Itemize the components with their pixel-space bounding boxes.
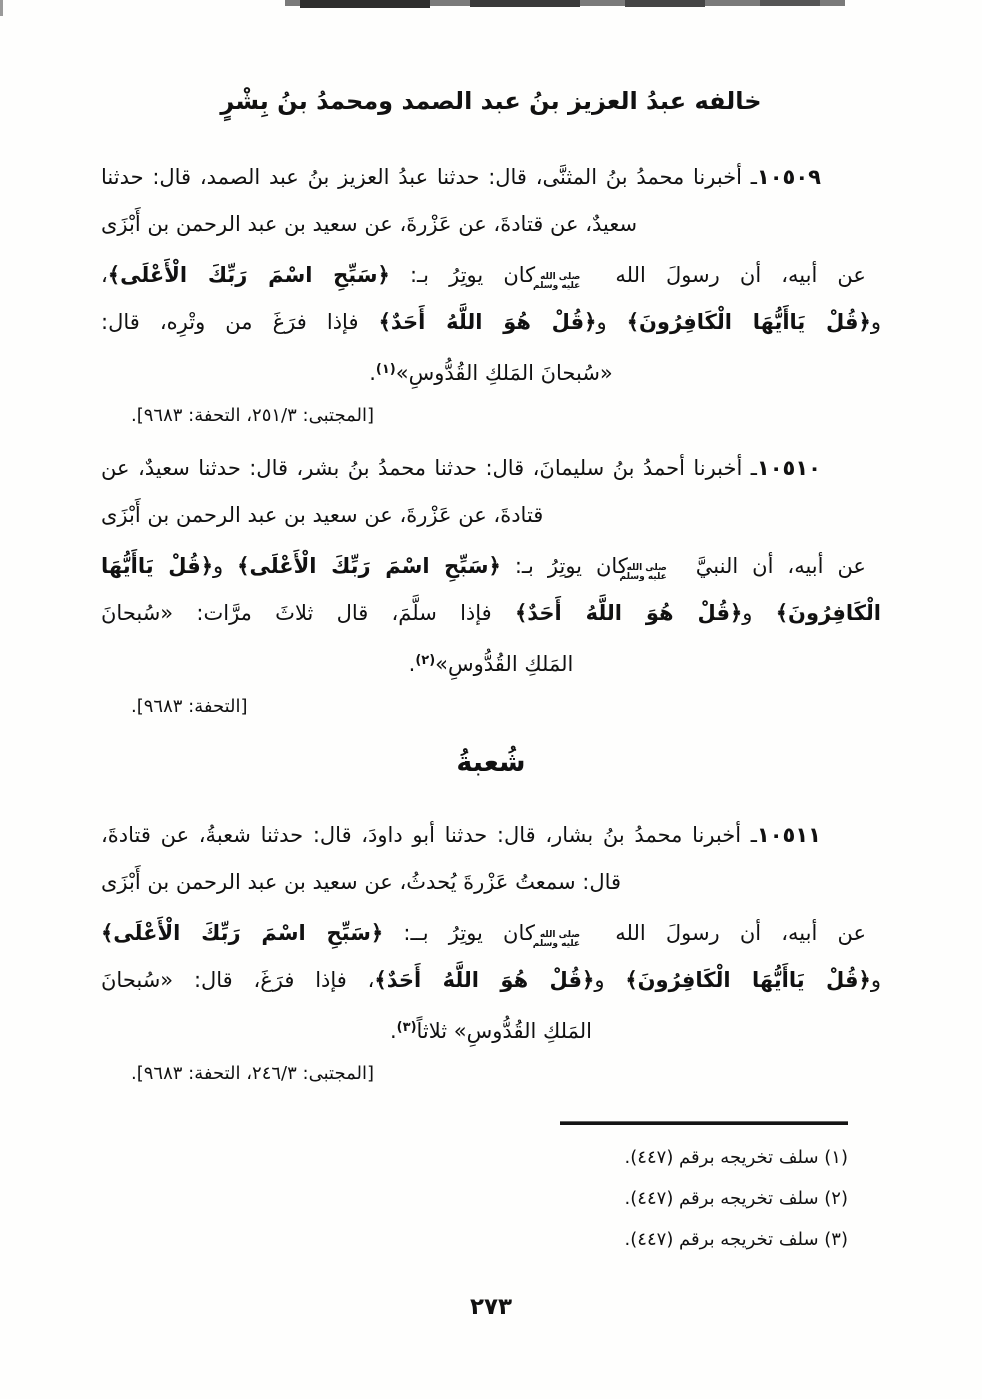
saw-honorific-top: صلى الله: [539, 929, 581, 940]
footnote-separator: [560, 1121, 848, 1125]
scan-artifact-segment: [0, 0, 3, 16]
dhikr-quote: المَلكِ القُدُّوسِ» ثلاثاً: [416, 1019, 593, 1043]
matn-text: و: [870, 968, 881, 992]
hadith-10511-isnad: [101, 812, 881, 906]
matn-text: و: [742, 601, 753, 625]
isnad-text: ـ أخبرنا محمدُ بنُ بشار، قال: حدثنا أبو داودَ، قال: حدثنا شعبةُ، عن قتادةَ،: [101, 823, 757, 847]
matn-text: و: [594, 968, 605, 992]
saw-honorific-icon: [532, 929, 595, 950]
matn-line: [101, 1004, 881, 1055]
isnad-line: [101, 154, 881, 201]
section-heading-narrator: شُعبةُ: [456, 747, 526, 778]
hadith-number: ١٠٥١٠: [756, 456, 821, 480]
dhikr-quote: «سُبحانَ المَلكِ القُدُّوسِ»: [395, 361, 613, 385]
source-reference: [المجتبى: ٣‏/‏٢٤٦، التحفة: ٩٦٨٣].: [131, 1063, 374, 1084]
page-number: ٢٧٣: [469, 1294, 513, 1320]
matn-line: [101, 957, 881, 1004]
page-content: [101, 0, 881, 1320]
matn-text: ، فإذا فرَغَ، قال: «سُبحانَ: [101, 968, 375, 992]
saw-honorific-bottom: عليه وسلم: [619, 572, 667, 582]
isnad-line: [101, 445, 881, 492]
footnote: (٢) سلف تخريجه برقم (٤٤٧).: [624, 1188, 848, 1209]
matn-text: ،: [101, 263, 108, 287]
saw-honorific-icon: [533, 271, 595, 292]
matn-text: و: [596, 310, 607, 334]
isnad-line: [101, 859, 881, 906]
quran-verse: ﴿سَبِّحِ اسْمَ رَبِّكَ الْأَعْلَى﴾: [107, 263, 390, 287]
quran-verse: ﴿قُلْ هُوَ اللَّهُ أَحَدٌ﴾: [514, 601, 743, 625]
matn-line: [101, 346, 881, 397]
matn-text: .: [369, 361, 376, 385]
scan-artifact: [0, 0, 982, 10]
isnad-text: قال: سمعتُ عَزْرةَ يُحدثُ، عن سعيد بن عبد الرحمن بن أَبْزَى: [101, 870, 622, 894]
matn-line: [101, 543, 881, 590]
footnote: (١) سلف تخريجه برقم (٤٤٧).: [624, 1147, 848, 1168]
matn-text: كان يوتِرُ بـ:: [514, 554, 628, 578]
footnote: (٣) سلف تخريجه برقم (٤٤٧).: [624, 1229, 848, 1250]
matn-text: و: [870, 310, 881, 334]
scan-artifact-segment: [760, 0, 820, 6]
isnad-line: [101, 201, 881, 248]
matn-text: كان يوتِرُ بـ:: [409, 263, 536, 287]
matn-line: [101, 252, 881, 299]
saw-honorific-top: صلى الله: [540, 271, 581, 282]
quran-verse: ﴿قُلْ هُوَ اللَّهُ أَحَدٌ﴾: [374, 968, 595, 992]
isnad-line: [101, 492, 881, 539]
quran-verse: ﴿قُلْ يَاأَيُّهَا الْكَافِرُونَ﴾: [625, 968, 871, 992]
quran-verse: ﴿سَبِّحِ اسْمَ رَبِّكَ الْأَعْلَى﴾: [237, 554, 501, 578]
matn-line: [101, 910, 881, 957]
hadith-10510-isnad: [101, 445, 881, 539]
matn-text: عن أبيه، أن رسولَ الله: [615, 263, 866, 287]
saw-honorific-bottom: عليه وسلم: [533, 281, 581, 291]
footnotes-block: [101, 1137, 848, 1260]
footnote-ref: (٣): [396, 1020, 417, 1035]
matn-line: [101, 299, 881, 346]
section-heading-variant: خالفه عبدُ العزيز بنُ عبد الصمد ومحمدُ بنُ بِشْرٍ: [220, 87, 762, 115]
quran-verse: الْكَافِرُونَ﴾: [775, 601, 881, 625]
hadith-10509-matn: [101, 252, 881, 397]
hadith-10510-matn: [101, 543, 881, 688]
source-reference: [التحفة: ٩٦٨٣].: [131, 696, 248, 717]
hadith-10511-matn: [101, 910, 881, 1055]
quran-verse: ﴿قُلْ يَاأَيُّهَا: [101, 554, 214, 578]
matn-line: [101, 637, 881, 688]
matn-line: [101, 590, 881, 637]
quran-verse: ﴿قُلْ يَاأَيُّهَا الْكَافِرُونَ﴾: [626, 310, 871, 334]
saw-honorific-icon: [619, 562, 682, 583]
matn-text: .: [389, 1019, 397, 1043]
hadith-number: ١٠٥٠٩: [756, 165, 821, 189]
scan-artifact-segment: [625, 0, 705, 7]
isnad-text: ـ أخبرنا أحمدُ بنُ سليمانَ، قال: حدثنا محمدُ بنُ بشر، قال: حدثنا سعيدٌ، عن: [101, 456, 757, 480]
source-reference: [المجتبى: ٣‏/‏٢٥١، التحفة: ٩٦٨٣].: [131, 405, 374, 426]
isnad-text: ـ أخبرنا محمدُ بنُ المثنَّى، قال: حدثنا عبدُ العزيز بنُ عبد الصمد، قال: حدثنا: [101, 165, 757, 189]
matn-text: عن أبيه، أن رسولَ الله: [615, 921, 866, 945]
scan-artifact-segment: [300, 0, 430, 8]
dhikr-quote: المَلكِ القُدُّوسِ»: [435, 652, 574, 676]
footnote-ref: (١): [375, 362, 396, 377]
quran-verse: ﴿قُلْ هُوَ اللَّهُ أَحَدٌ﴾: [378, 310, 597, 334]
matn-text: .: [408, 652, 416, 676]
scan-artifact-segment: [470, 0, 580, 7]
saw-honorific-bottom: عليه وسلم: [532, 939, 581, 949]
matn-text: فإذا فرَغَ من وتْرِه، قال:: [101, 310, 359, 334]
matn-text: فإذا سلَّمَ، قال ثلاثَ مرَّات: «سُبحانَ: [101, 601, 492, 625]
matn-text: و: [213, 554, 224, 578]
quran-verse: ﴿سَبِّحِ اسْمَ رَبِّكَ الْأَعْلَى﴾: [101, 921, 384, 945]
matn-text: كان يوتِرُ بــ:: [403, 921, 535, 945]
isnad-text: قتادةَ، عن عَزْرةَ، عن سعيد بن عبد الرحمن بن أَبْزَى: [101, 503, 544, 527]
hadith-number: ١٠٥١١: [756, 823, 821, 847]
footnote-ref: (٢): [415, 653, 436, 668]
isnad-text: سعيدٌ، عن قتادةَ، عن عَزْرةَ، عن سعيد بن عبد الرحمن بن أَبْزَى: [101, 212, 638, 236]
hadith-10509-isnad: [101, 154, 881, 248]
saw-honorific-top: صلى الله: [626, 562, 667, 573]
isnad-line: [101, 812, 881, 859]
matn-text: عن أبيه، أن النبيَّ: [695, 554, 866, 578]
